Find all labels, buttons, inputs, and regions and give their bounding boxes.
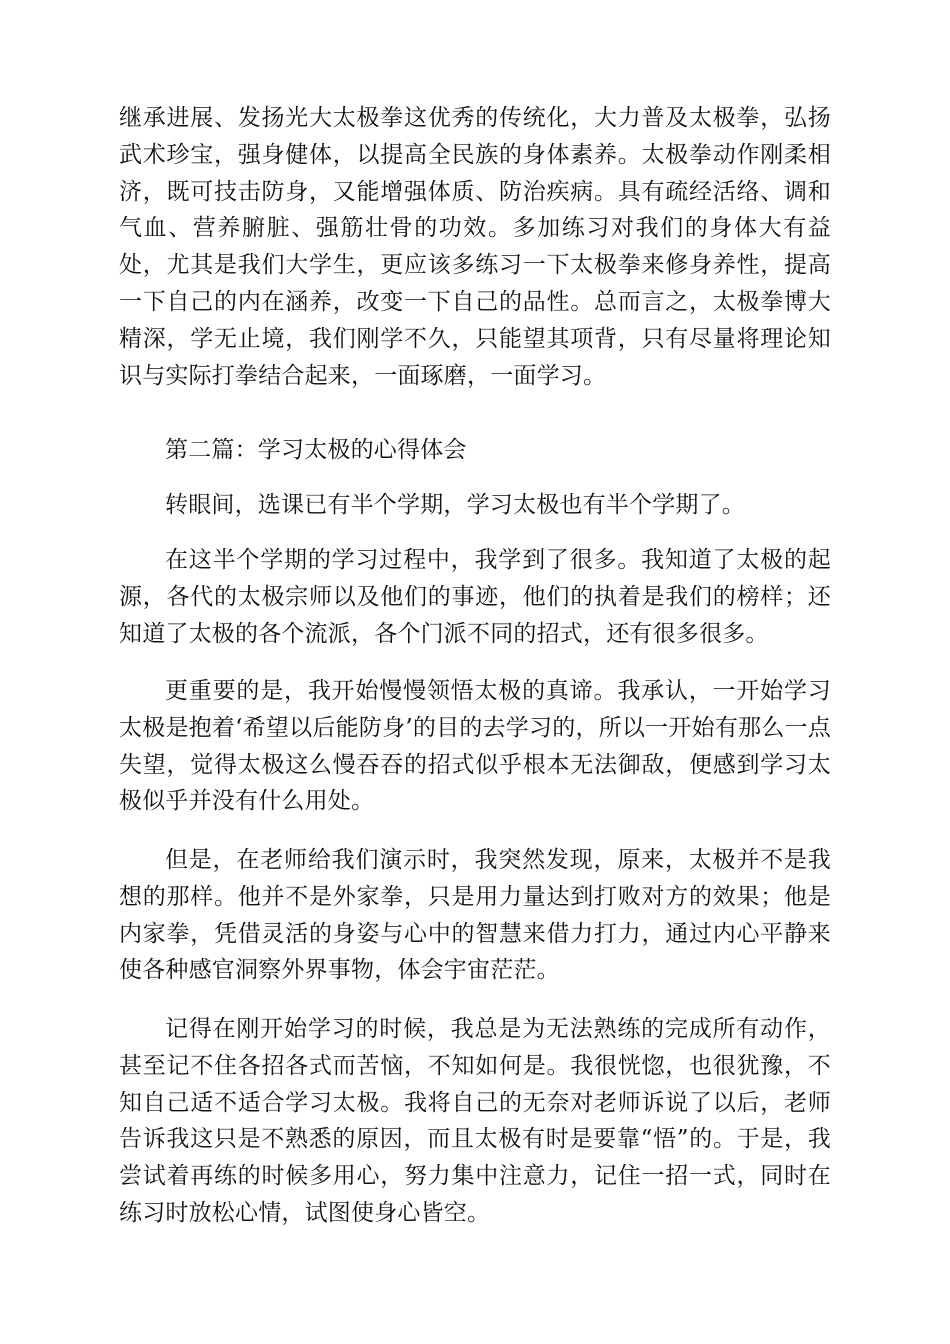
paragraph-demonstration: 但是，在老师给我们演示时，我突然发现，原来，太极并不是我想的那样。他并不是外家拳，只是用力量达到打败对方的效果；他是内家拳，凭借灵活的身姿与心中的智慧来借力打力，通过内心平静来使各种感官洞察外界事物，体会宇宙茫茫。 (119, 847, 831, 984)
paragraph-intro: 转眼间，选课已有半个学期，学习太极也有半个学期了。 (165, 492, 745, 518)
paragraph-learning: 在这半个学期的学习过程中，我学到了很多。我知道了太极的起源，各代的太极宗师以及他们的事迹，他们的执着是我们的榜样；还知道了太极的各个流派，各个门派不同的招式，还有很多很多。 (119, 547, 831, 647)
paragraph-practice: 记得在刚开始学习的时候，我总是为无法熟练的完成所有动作，甚至记不住各招各式而苦恼，不知如何是。我很恍惚，也很犹豫，不知自己适不适合学习太极。我将自己的无奈对老师诉说了以后，老师告诉我这只是不熟悉的原因，而且太极有时是要靠“悟”的。于是，我尝试着再练的时候多用心，努力集中注意力，记住一招一式，同时在练习时放松心情，试图使身心皆空。 (119, 1016, 831, 1226)
paragraph-continuation: 继承进展、发扬光大太极拳这优秀的传统化，大力普及太极拳，弘扬武术珍宝，强身健体，以提高全民族的身体素养。太极拳动作刚柔相济，既可技击防身，又能增强体质、防治疾病。具有疏经活络、调和气血、营养腑脏、强筋壮骨的功效。多加练习对我们的身体大有益处，尤其是我们大学生，更应该多练习一下太极拳来修身养性，提高一下自己的内在涵养，改变一下自己的品性。总而言之，太极拳博大精深，学无止境，我们刚学不久，只能望其项背，只有尽量将理论知识与实际打拳结合起来，一面琢磨，一面学习。 (119, 105, 831, 389)
paragraph-understanding: 更重要的是，我开始慢慢领悟太极的真谛。我承认，一开始学习太极是抱着‘希望以后能防身’的目的去学习的，所以一开始有那么一点失望，觉得太极这么慢吞吞的招式似乎根本无法御敌，便感到学习太极似乎并没有什么用处。 (119, 678, 831, 815)
section-heading: 第二篇：学习太极的心得体会 (165, 437, 467, 463)
